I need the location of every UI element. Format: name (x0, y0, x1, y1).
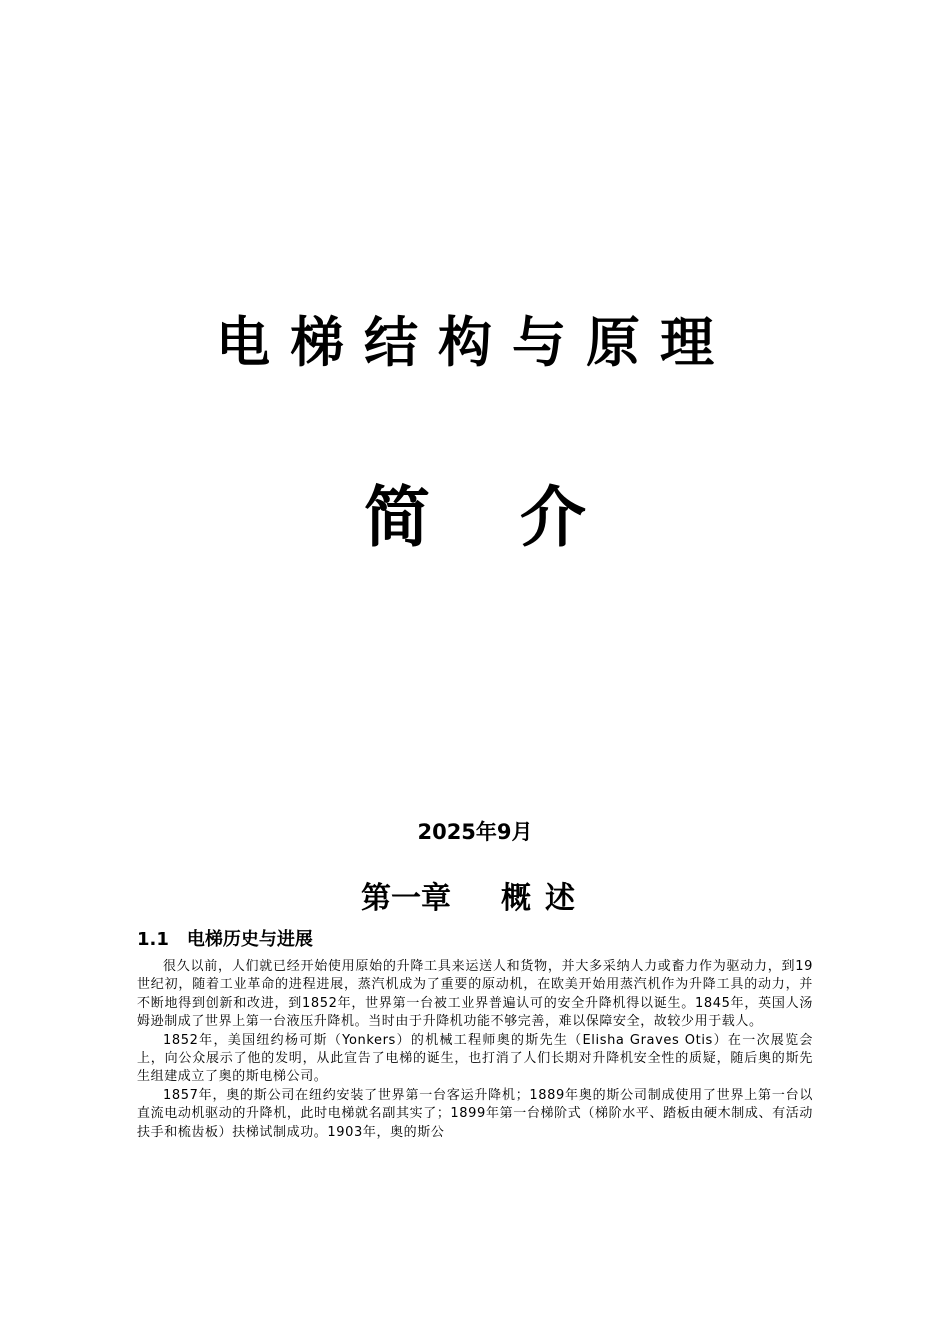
paragraph: 1857年，奥的斯公司在纽约安装了世界第一台客运升降机；1889年奥的斯公司制成使用了世界上第一台以直流电动机驱动的升降机，此时电梯就名副其实了；1899年第一台梯阶式（梯阶水平、踏板由硬木制成、有活动扶手和梳齿板）扶梯试制成功。1903年，奥的斯公 (137, 1087, 813, 1140)
document-subtitle: 简介 (364, 478, 676, 556)
chapter-name: 概述 (501, 881, 589, 916)
paragraph: 1852年，美国纽约杨可斯（Yonkers）的机械工程师奥的斯先生（Elisha Graves Otis）在一次展览会上，向公众展示了他的发明，从此宣告了电梯的诞生，也打消了人们长期对升降机安全性的质疑，随后奥的斯先生组建成立了奥的斯电梯公司。 (137, 1032, 813, 1085)
document-date: 2025年9月 (417, 820, 533, 844)
paragraph: 很久以前，人们就已经开始使用原始的升降工具来运送人和货物，并大多采纳人力或畜力作为驱动力，到19世纪初，随着工业革命的进程进展，蒸汽机成为了重要的原动机，在欧美开始用蒸汽机作为升降工具的动力，并不断地得到创新和改进，到1852年，世界第一台被工业界普遍认可的安全升降机得以诞生。1845年，英国人汤姆逊制成了世界上第一台液压升降机。当时由于升降机功能不够完善，难以保障安全，故较少用于载人。 (137, 959, 813, 1030)
document-title: 电梯结构与原理 (216, 310, 734, 374)
section-heading (137, 925, 313, 951)
body-text (137, 958, 813, 1142)
section-title: 电梯历史与进展 (186, 929, 313, 950)
section-number: 1.1 (137, 929, 169, 950)
chapter-number: 第一章 (361, 881, 451, 916)
chapter-heading (0, 873, 950, 917)
